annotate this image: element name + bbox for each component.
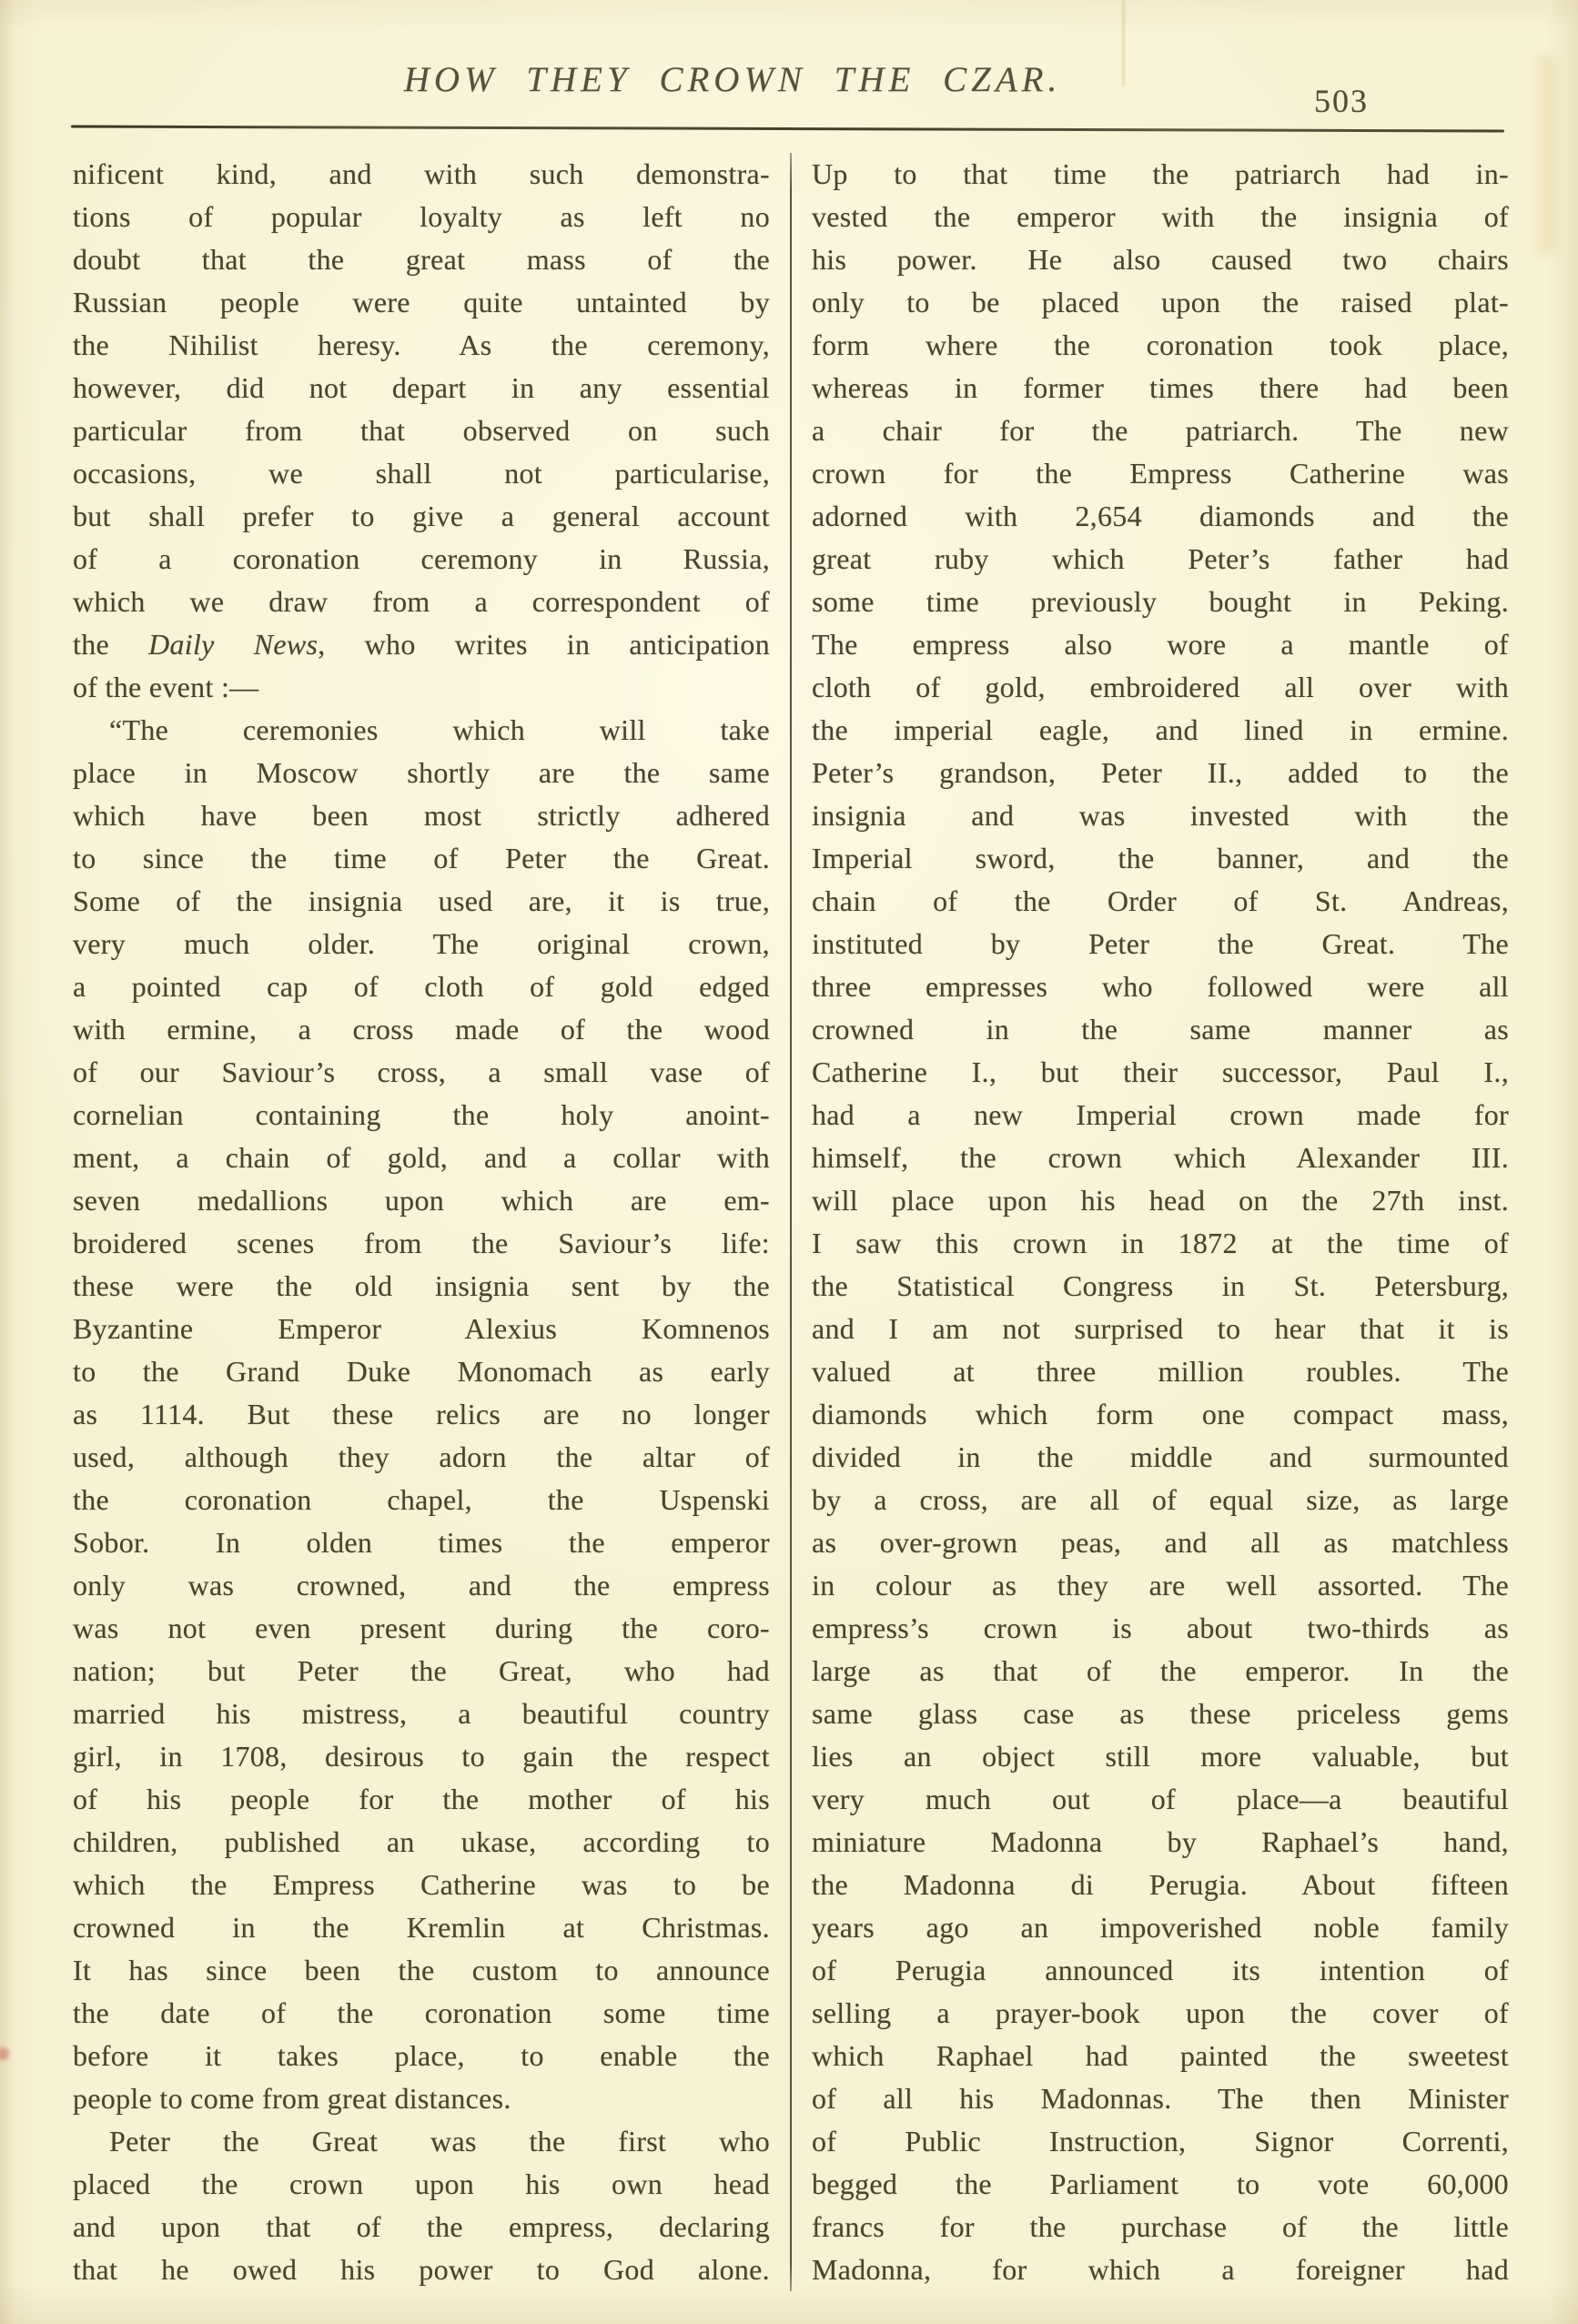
text-line: seven medallions upon which are em- xyxy=(73,1184,770,1217)
text-line: the date of the coronation some time xyxy=(73,1996,770,2029)
text-line: vested the emperor with the insignia of xyxy=(812,200,1509,233)
text-line: broidered scenes from the Saviour’s life: xyxy=(73,1227,770,1259)
text-line: very much out of place—a beautiful xyxy=(812,1783,1509,1815)
text-line: nation; but Peter the Great, who had xyxy=(73,1654,770,1687)
text-line: crowned in the same manner as xyxy=(812,1013,1509,1046)
text-columns xyxy=(73,153,1509,2291)
text-line: I saw this crown in 1872 at the time of xyxy=(812,1227,1509,1259)
page-number: 503 xyxy=(1314,83,1369,119)
text-line: to since the time of Peter the Great. xyxy=(73,842,770,874)
text-line: of our Saviour’s cross, a small vase of xyxy=(73,1056,770,1088)
text-line: a chair for the patriarch. The new xyxy=(812,414,1509,447)
text-line: as 1114. But these relics are no longer xyxy=(73,1398,770,1430)
text-line: girl, in 1708, desirous to gain the respect xyxy=(73,1740,770,1773)
text-line: lies an object still more valuable, but xyxy=(812,1740,1509,1773)
text-line: adorned with 2,654 diamonds and the xyxy=(812,500,1509,532)
text-line: a pointed cap of cloth of gold edged xyxy=(73,970,770,1003)
text-line: which the Empress Catherine was to be xyxy=(73,1868,770,1901)
text-line: of the event :— xyxy=(73,671,259,703)
text-line: tions of popular loyalty as left no xyxy=(73,200,770,233)
text-line: used, although they adorn the altar of xyxy=(73,1440,770,1473)
text-line: place in Moscow shortly are the same xyxy=(73,756,770,789)
text-line: of all his Madonnas. The then Minister xyxy=(812,2082,1509,2115)
text-line: the Nihilist heresy. As the ceremony, xyxy=(73,328,770,361)
text-line: these were the old insignia sent by the xyxy=(73,1269,770,1302)
text-line: placed the crown upon his own head xyxy=(73,2167,770,2200)
column-left xyxy=(73,153,770,2291)
column-right xyxy=(812,153,1509,2291)
text-line: which we draw from a correspondent of xyxy=(73,585,770,618)
text-line: Catherine I., but their successor, Paul I., xyxy=(812,1056,1509,1088)
text-line: himself, the crown which Alexander III. xyxy=(812,1141,1509,1174)
text-line: Some of the insignia used are, it is true, xyxy=(73,884,770,917)
text-line: the Statistical Congress in St. Petersburg, xyxy=(812,1269,1509,1302)
text-line: to the Grand Duke Monomach as early xyxy=(73,1355,770,1388)
text-line: large as that of the emperor. In the xyxy=(812,1654,1509,1687)
text-line: francs for the purchase of the little xyxy=(812,2210,1509,2243)
text-line: children, published an ukase, according to xyxy=(73,1825,770,1858)
text-line: same glass case as these priceless gems xyxy=(812,1697,1509,1730)
text-line: Up to that time the patriarch had in- xyxy=(812,157,1509,190)
page-title: HOW THEY CROWN THE CZAR. xyxy=(403,60,1062,99)
text-line: Byzantine Emperor Alexius Komnenos xyxy=(73,1312,770,1345)
text-line: and upon that of the empress, declaring xyxy=(73,2210,770,2243)
text-line: people to come from great distances. xyxy=(73,2082,511,2115)
text-line: doubt that the great mass of the xyxy=(73,243,770,276)
text-line: occasions, we shall not particularise, xyxy=(73,457,770,490)
text-line: Imperial sword, the banner, and the xyxy=(812,842,1509,874)
text-line: which Raphael had painted the sweetest xyxy=(812,2039,1509,2072)
text-line: will place upon his head on the 27th inst. xyxy=(812,1184,1509,1217)
text-line: instituted by Peter the Great. The xyxy=(812,927,1509,960)
text-line: of a coronation ceremony in Russia, xyxy=(73,542,770,575)
text-line: the Daily News, who writes in anticipation xyxy=(73,628,770,661)
text-line: The empress also wore a mantle of xyxy=(812,628,1509,661)
text-line: the coronation chapel, the Uspenski xyxy=(73,1483,770,1516)
text-line: in colour as they are well assorted. The xyxy=(812,1569,1509,1602)
text-line: some time previously bought in Peking. xyxy=(812,585,1509,618)
text-line: three empresses who followed were all xyxy=(812,970,1509,1003)
text-line: crown for the Empress Catherine was xyxy=(812,457,1509,490)
text-line: begged the Parliament to vote 60,000 xyxy=(812,2167,1509,2200)
paper-stain xyxy=(0,2047,9,2060)
text-line: but shall prefer to give a general account xyxy=(73,500,770,532)
text-line: ment, a chain of gold, and a collar with xyxy=(73,1141,770,1174)
column-gutter xyxy=(770,153,812,2291)
text-line: empress’s crown is about two-thirds as xyxy=(812,1612,1509,1644)
text-line: as over-grown peas, and all as matchless xyxy=(812,1526,1509,1559)
text-line: very much older. The original crown, xyxy=(73,927,770,960)
text-line: of his people for the mother of his xyxy=(73,1783,770,1815)
text-line: Russian people were quite untainted by xyxy=(73,286,770,318)
text-line: form where the coronation took place, xyxy=(812,328,1509,361)
text-line: had a new Imperial crown made for xyxy=(812,1098,1509,1131)
text-line: with ermine, a cross made of the wood xyxy=(73,1013,770,1046)
paper-crease xyxy=(1122,0,1125,86)
text-line: crowned in the Kremlin at Christmas. xyxy=(73,1911,770,1944)
text-line: before it takes place, to enable the xyxy=(73,2039,770,2072)
text-line: which have been most strictly adhered xyxy=(73,799,770,832)
text-line: was not even present during the coro- xyxy=(73,1612,770,1644)
text-line: by a cross, are all of equal size, as large xyxy=(812,1483,1509,1516)
text-line: particular from that observed on such xyxy=(73,414,770,447)
text-line: chain of the Order of St. Andreas, xyxy=(812,884,1509,917)
text-line: only was crowned, and the empress xyxy=(73,1569,770,1602)
text-line: that he owed his power to God alone. xyxy=(73,2253,770,2286)
text-line: cloth of gold, embroidered all over with xyxy=(812,671,1509,703)
text-line: “The ceremonies which will take xyxy=(109,713,770,746)
text-line: the imperial eagle, and lined in ermine. xyxy=(812,713,1509,746)
column-divider-rule xyxy=(790,153,792,2291)
text-line: great ruby which Peter’s father had xyxy=(812,542,1509,575)
text-line: insignia and was invested with the xyxy=(812,799,1509,832)
paper-stain xyxy=(1538,55,1554,255)
text-line: selling a prayer-book upon the cover of xyxy=(812,1996,1509,2029)
text-line: Peter the Great was the first who xyxy=(109,2125,770,2157)
text-line: married his mistress, a beautiful country xyxy=(73,1697,770,1730)
text-line: cornelian containing the holy anoint- xyxy=(73,1098,770,1131)
text-line: valued at three million roubles. The xyxy=(812,1355,1509,1388)
text-line: divided in the middle and surmounted xyxy=(812,1440,1509,1473)
text-line: Sobor. In olden times the emperor xyxy=(73,1526,770,1559)
text-line: nificent kind, and with such demonstra- xyxy=(73,157,770,190)
text-line: Peter’s grandson, Peter II., added to the xyxy=(812,756,1509,789)
text-line: of Public Instruction, Signor Correnti, xyxy=(812,2125,1509,2157)
text-line: and I am not surprised to hear that it is xyxy=(812,1312,1509,1345)
text-line: It has since been the custom to announce xyxy=(73,1954,770,1986)
text-line: years ago an impoverished noble family xyxy=(812,1911,1509,1944)
text-line: diamonds which form one compact mass, xyxy=(812,1398,1509,1430)
text-line: of Perugia announced its intention of xyxy=(812,1954,1509,1986)
text-line: Madonna, for which a foreigner had xyxy=(812,2253,1509,2286)
text-line: however, did not depart in any essential xyxy=(73,371,770,404)
text-line: whereas in former times there had been xyxy=(812,371,1509,404)
text-line: his power. He also caused two chairs xyxy=(812,243,1509,276)
text-line: the Madonna di Perugia. About fifteen xyxy=(812,1868,1509,1901)
text-line: only to be placed upon the raised plat- xyxy=(812,286,1509,318)
text-line: miniature Madonna by Raphael’s hand, xyxy=(812,1825,1509,1858)
